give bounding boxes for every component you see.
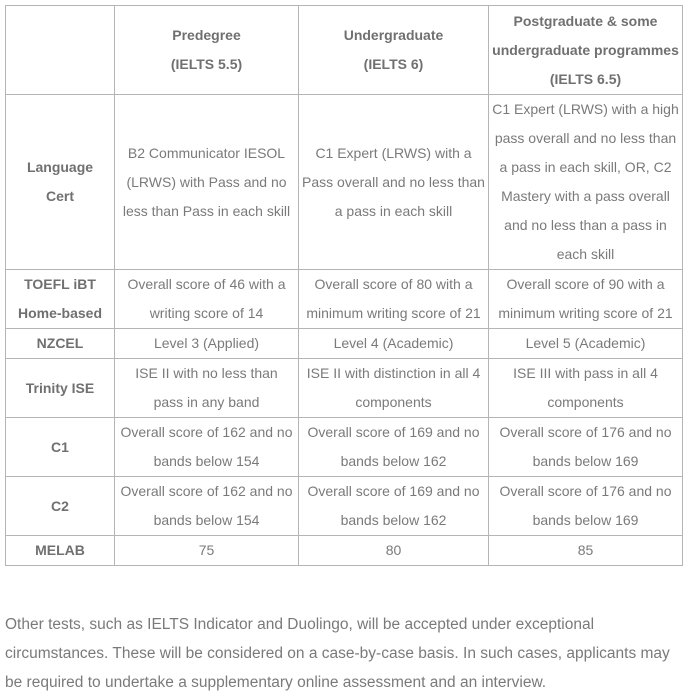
table-cell (299, 95, 489, 270)
row-label (6, 536, 115, 566)
row-label (6, 359, 115, 418)
cell-line: Overall score of 162 and no (120, 424, 293, 440)
cell-line: minimum writing score of 21 (498, 305, 673, 321)
cell-line: Mastery with a pass overall (501, 188, 670, 204)
column-header-predegree (115, 6, 299, 95)
table-cell (115, 477, 299, 536)
column-header-line: Predegree (172, 27, 241, 43)
table-cell (489, 477, 683, 536)
cell-line: bands below 162 (340, 512, 447, 528)
table-cell (489, 329, 683, 359)
requirements-table (5, 5, 683, 566)
cell-line: bands below 169 (532, 512, 639, 528)
table-cell (489, 536, 683, 566)
cell-line: components (355, 394, 432, 410)
table-cell (489, 418, 683, 477)
table-cell (299, 359, 489, 418)
table-row (6, 95, 683, 270)
table-cell (115, 359, 299, 418)
cell-line: 80 (385, 542, 402, 558)
cell-line: and no less than a pass in (504, 217, 667, 233)
table-row (6, 418, 683, 477)
cell-line: bands below 162 (340, 453, 447, 469)
table-cell (115, 329, 299, 359)
table-cell (299, 477, 489, 536)
cell-line: Overall score of 176 and no (499, 424, 672, 440)
cell-line: each skill (556, 246, 615, 262)
cell-line: C1 Expert (LRWS) with a high (492, 101, 679, 117)
cell-line: Pass overall and no less than (302, 173, 485, 190)
cell-line: B2 Communicator IESOL (127, 144, 286, 161)
cell-line: Level 5 (Academic) (525, 335, 646, 351)
column-header-line: Postgraduate & some (513, 12, 658, 29)
cell-line: pass in any band (153, 394, 260, 410)
column-header-line: (IELTS 6) (363, 56, 424, 72)
cell-line: Overall score of 169 and no (307, 424, 480, 440)
row-label (6, 477, 115, 536)
cell-line: ISE III with pass in all 4 (513, 365, 658, 381)
table-cell (299, 270, 489, 329)
table-cell (299, 536, 489, 566)
cell-line: Overall score of 169 and no (307, 483, 480, 499)
column-header-line: (IELTS 6.5) (549, 70, 622, 87)
cell-line: ISE II with distinction in all 4 (306, 365, 481, 381)
row-label-line: NZCEL (36, 335, 84, 351)
cell-line: minimum writing score of 21 (306, 305, 481, 321)
row-label (6, 329, 115, 359)
row-label (6, 95, 115, 270)
cell-line: bands below 154 (153, 512, 260, 528)
cell-line: Overall score of 90 with a (506, 276, 665, 292)
column-header-undergraduate (299, 6, 489, 95)
table-cell (489, 359, 683, 418)
row-label-line: Trinity ISE (25, 379, 95, 396)
row-label-line: C2 (51, 497, 69, 514)
cell-line: (LRWS) with Pass and no (126, 173, 287, 190)
table-cell (299, 418, 489, 477)
cell-line: Overall score of 162 and no (120, 483, 293, 499)
cell-line: Level 3 (Applied) (153, 335, 260, 351)
column-header-postgraduate (489, 6, 683, 95)
column-header-line: Undergraduate (343, 27, 444, 43)
table-row (6, 359, 683, 418)
cell-line: a pass in each skill (334, 202, 453, 219)
row-label-line: Home-based (17, 305, 103, 321)
table-cell (115, 536, 299, 566)
cell-line: Level 4 (Academic) (333, 335, 454, 351)
table-cell (489, 95, 683, 270)
row-label-line: C1 (51, 438, 69, 455)
row-label-line: MELAB (35, 542, 85, 558)
table-cell (115, 270, 299, 329)
cell-line: ISE II with no less than (135, 365, 278, 381)
row-label-line: Cert (45, 188, 74, 204)
cell-line: bands below 154 (153, 453, 260, 469)
row-label-line: Language (26, 159, 94, 175)
cell-line: 75 (198, 542, 215, 558)
cell-line: Overall score of 80 with a (314, 276, 473, 292)
table-row (6, 329, 683, 359)
column-header-line: (IELTS 5.5) (170, 56, 243, 72)
table-row (6, 477, 683, 536)
cell-line: Overall score of 176 and no (499, 483, 672, 499)
cell-line: a pass in each skill, OR, C2 (499, 159, 672, 175)
cell-line: bands below 169 (532, 453, 639, 469)
row-label (6, 270, 115, 329)
cell-line: C1 Expert (LRWS) with a (315, 144, 472, 161)
table-row (6, 270, 683, 329)
table-cell (115, 418, 299, 477)
table-cell (115, 95, 299, 270)
footer-note: Other tests, such as IELTS Indicator and Duolingo, will be accepted under exceptional circumstances. These will be considered on a case-by-case basis. In such cases, applicants may be required to undertake a supplementary online assessment and an interview. (5, 615, 670, 691)
cell-line: 85 (577, 542, 594, 558)
table-header-row (6, 6, 683, 95)
table-cell (489, 270, 683, 329)
column-header-line: undergraduate programmes (492, 41, 679, 58)
row-label (6, 418, 115, 477)
corner-cell (6, 6, 115, 95)
cell-line: pass overall and no less than (494, 130, 677, 146)
table-cell (299, 329, 489, 359)
row-label-line: TOEFL iBT (24, 276, 96, 292)
table-row (6, 536, 683, 566)
cell-line: components (547, 394, 624, 410)
cell-line: writing score of 14 (149, 305, 264, 321)
table-body (6, 95, 683, 566)
cell-line: less than Pass in each skill (122, 202, 291, 219)
cell-line: Overall score of 46 with a (127, 276, 286, 292)
